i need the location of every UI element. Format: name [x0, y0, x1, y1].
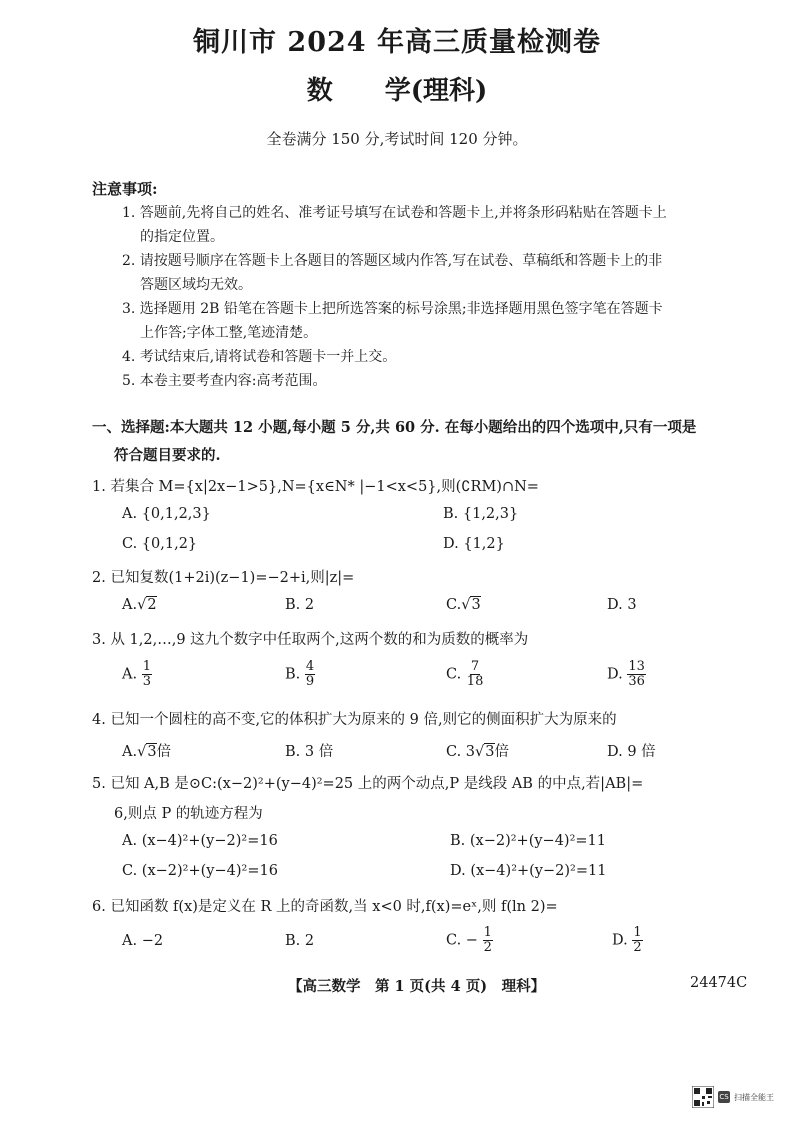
q4-option-c: [446, 740, 509, 761]
question-3-stem: 3. 从 1,2,…,9 这九个数字中任取两个,这两个数的和为质数的概率为: [92, 632, 529, 648]
q4-option-a-unit: 倍: [156, 744, 172, 760]
question-2-stem: 2. 已知复数(1+2i)(z−1)=−2+i,则|z|=: [92, 570, 355, 586]
q4-option-a-label: A.: [122, 744, 138, 760]
q5-option-b: B. (x−2)²+(y−4)²=11: [450, 833, 606, 849]
q3-option-d-label: D.: [607, 666, 623, 683]
q4-option-c-label: C. 3: [446, 744, 476, 760]
denominator: 2: [633, 940, 642, 955]
q4-option-a-radicand: 3: [147, 744, 157, 760]
notice-heading: 注意事项:: [92, 180, 158, 198]
q4-option-a: [122, 740, 171, 761]
q6-option-a: A. −2: [122, 933, 164, 949]
q5-option-c: C. (x−2)²+(y−4)²=16: [122, 863, 278, 879]
notice-line: 上作答;字体工整,笔迹清楚。: [140, 325, 318, 341]
q4-option-c-radicand: 3: [485, 744, 495, 760]
q6-option-c-fraction: [483, 926, 493, 955]
q3-option-a-label: A.: [122, 666, 138, 683]
denominator: 3: [142, 674, 151, 689]
qr-code-icon: [692, 1086, 714, 1108]
q3-option-c-fraction: [466, 660, 485, 689]
q6-option-d-fraction: [632, 926, 642, 955]
q6-option-c: [446, 926, 493, 955]
q6-option-d-label: D.: [612, 932, 628, 949]
q1-option-d: D. {1,2}: [443, 536, 505, 552]
question-5-stem: 5. 已知 A,B 是⊙C:(x−2)²+(y−4)²=25 上的两个动点,P 是线段 AB 的中点,若|AB|=: [92, 776, 644, 792]
q3-option-a: [122, 660, 152, 689]
q4-option-b: B. 3 倍: [285, 744, 334, 760]
q2-option-a-radicand: 2: [147, 597, 157, 613]
q2-option-c-label: C.: [446, 597, 462, 613]
numerator: 1: [483, 925, 492, 940]
notice-line: 2. 请按题号顺序在答题卡上各题目的答题区域内作答,写在试卷、草稿纸和答题卡上的非: [122, 253, 663, 269]
q3-option-d-fraction: [627, 660, 646, 689]
q2-option-c: [446, 597, 481, 613]
q4-option-d: D. 9 倍: [607, 744, 656, 760]
exam-info: 全卷满分 150 分,考试时间 120 分钟。: [266, 130, 528, 148]
q1-option-c: C. {0,1,2}: [122, 536, 198, 552]
question-4-stem: 4. 已知一个圆柱的高不变,它的体积扩大为原来的 9 倍,则它的侧面积扩大为原来的: [92, 712, 617, 728]
q6-option-c-label: C. −: [446, 932, 478, 949]
notice-line: 答题区域均无效。: [140, 277, 252, 293]
denominator: 2: [483, 940, 492, 955]
q3-option-c: [446, 660, 484, 689]
scanner-app-label: 扫描全能王: [734, 1092, 774, 1102]
question-1-stem: 1. 若集合 M={x|2x−1>5},N={x∈N* |−1<x<5},则(∁RM)∩N=: [92, 479, 539, 495]
notice-line: 的指定位置。: [140, 229, 224, 245]
exam-code: 24474C: [690, 975, 748, 991]
scanner-watermark: [692, 1085, 784, 1109]
sqrt-symbol: √: [461, 597, 471, 613]
numerator: 7: [470, 659, 480, 674]
camscanner-icon: CS: [719, 1093, 729, 1101]
notice-line: 4. 考试结束后,请将试卷和答题卡一并上交。: [122, 349, 397, 365]
numerator: 13: [628, 659, 645, 674]
sqrt-symbol: √: [475, 744, 485, 760]
q5-option-d: D. (x−4)²+(y−2)²=11: [450, 863, 607, 879]
question-5-stem-cont: 6,则点 P 的轨迹方程为: [114, 806, 263, 822]
numerator: 4: [305, 659, 315, 674]
section-heading: 一、选择题:本大题共 12 小题,每小题 5 分,共 60 分. 在每小题给出的四个选项中,只有一项是: [92, 419, 697, 436]
q3-option-c-label: C.: [446, 666, 462, 683]
q2-option-a: [122, 597, 157, 613]
denominator: 9: [305, 674, 315, 689]
q3-option-a-fraction: [142, 660, 152, 689]
page-title: 铜川市 2024 年高三质量检测卷: [193, 27, 601, 58]
q3-option-b-label: B.: [285, 666, 301, 683]
q3-option-d: [607, 660, 646, 689]
denominator: 36: [628, 674, 645, 689]
q2-option-d: D. 3: [607, 597, 637, 613]
sqrt-symbol: √: [137, 597, 147, 613]
notice-line: 5. 本卷主要考查内容:高考范围。: [122, 373, 327, 389]
q1-option-b: B. {1,2,3}: [443, 506, 519, 522]
q5-option-a: A. (x−4)²+(y−2)²=16: [122, 833, 278, 849]
q2-option-a-label: A.: [122, 597, 138, 613]
numerator: 1: [633, 925, 642, 940]
denominator: 18: [466, 674, 484, 689]
notice-line: 1. 答题前,先将自己的姓名、准考证号填写在试卷和答题卡上,并将条形码粘贴在答题卡上: [122, 205, 667, 221]
question-6-stem: 6. 已知函数 f(x)是定义在 R 上的奇函数,当 x<0 时,f(x)=eˣ,则 f(ln 2)=: [92, 899, 558, 915]
notice-line: 3. 选择题用 2B 铅笔在答题卡上把所选答案的标号涂黑;非选择题用黑色签字笔在答题卡: [122, 301, 663, 317]
q6-option-d: [612, 926, 643, 955]
q4-option-c-unit: 倍: [494, 744, 510, 760]
sqrt-symbol: √: [137, 744, 147, 760]
subject-title: 数 学(理科): [306, 76, 488, 106]
q1-option-a: A. {0,1,2,3}: [122, 506, 211, 522]
numerator: 1: [142, 659, 151, 674]
q2-option-b: B. 2: [285, 597, 315, 613]
q3-option-b-fraction: [305, 660, 315, 689]
section-heading-cont: 符合题目要求的.: [114, 447, 221, 464]
q2-option-c-radicand: 3: [471, 597, 481, 613]
q3-option-b: [285, 660, 315, 689]
q6-option-b: B. 2: [285, 933, 315, 949]
page-footer: 【高三数学 第 1 页(共 4 页) 理科】: [288, 978, 546, 995]
